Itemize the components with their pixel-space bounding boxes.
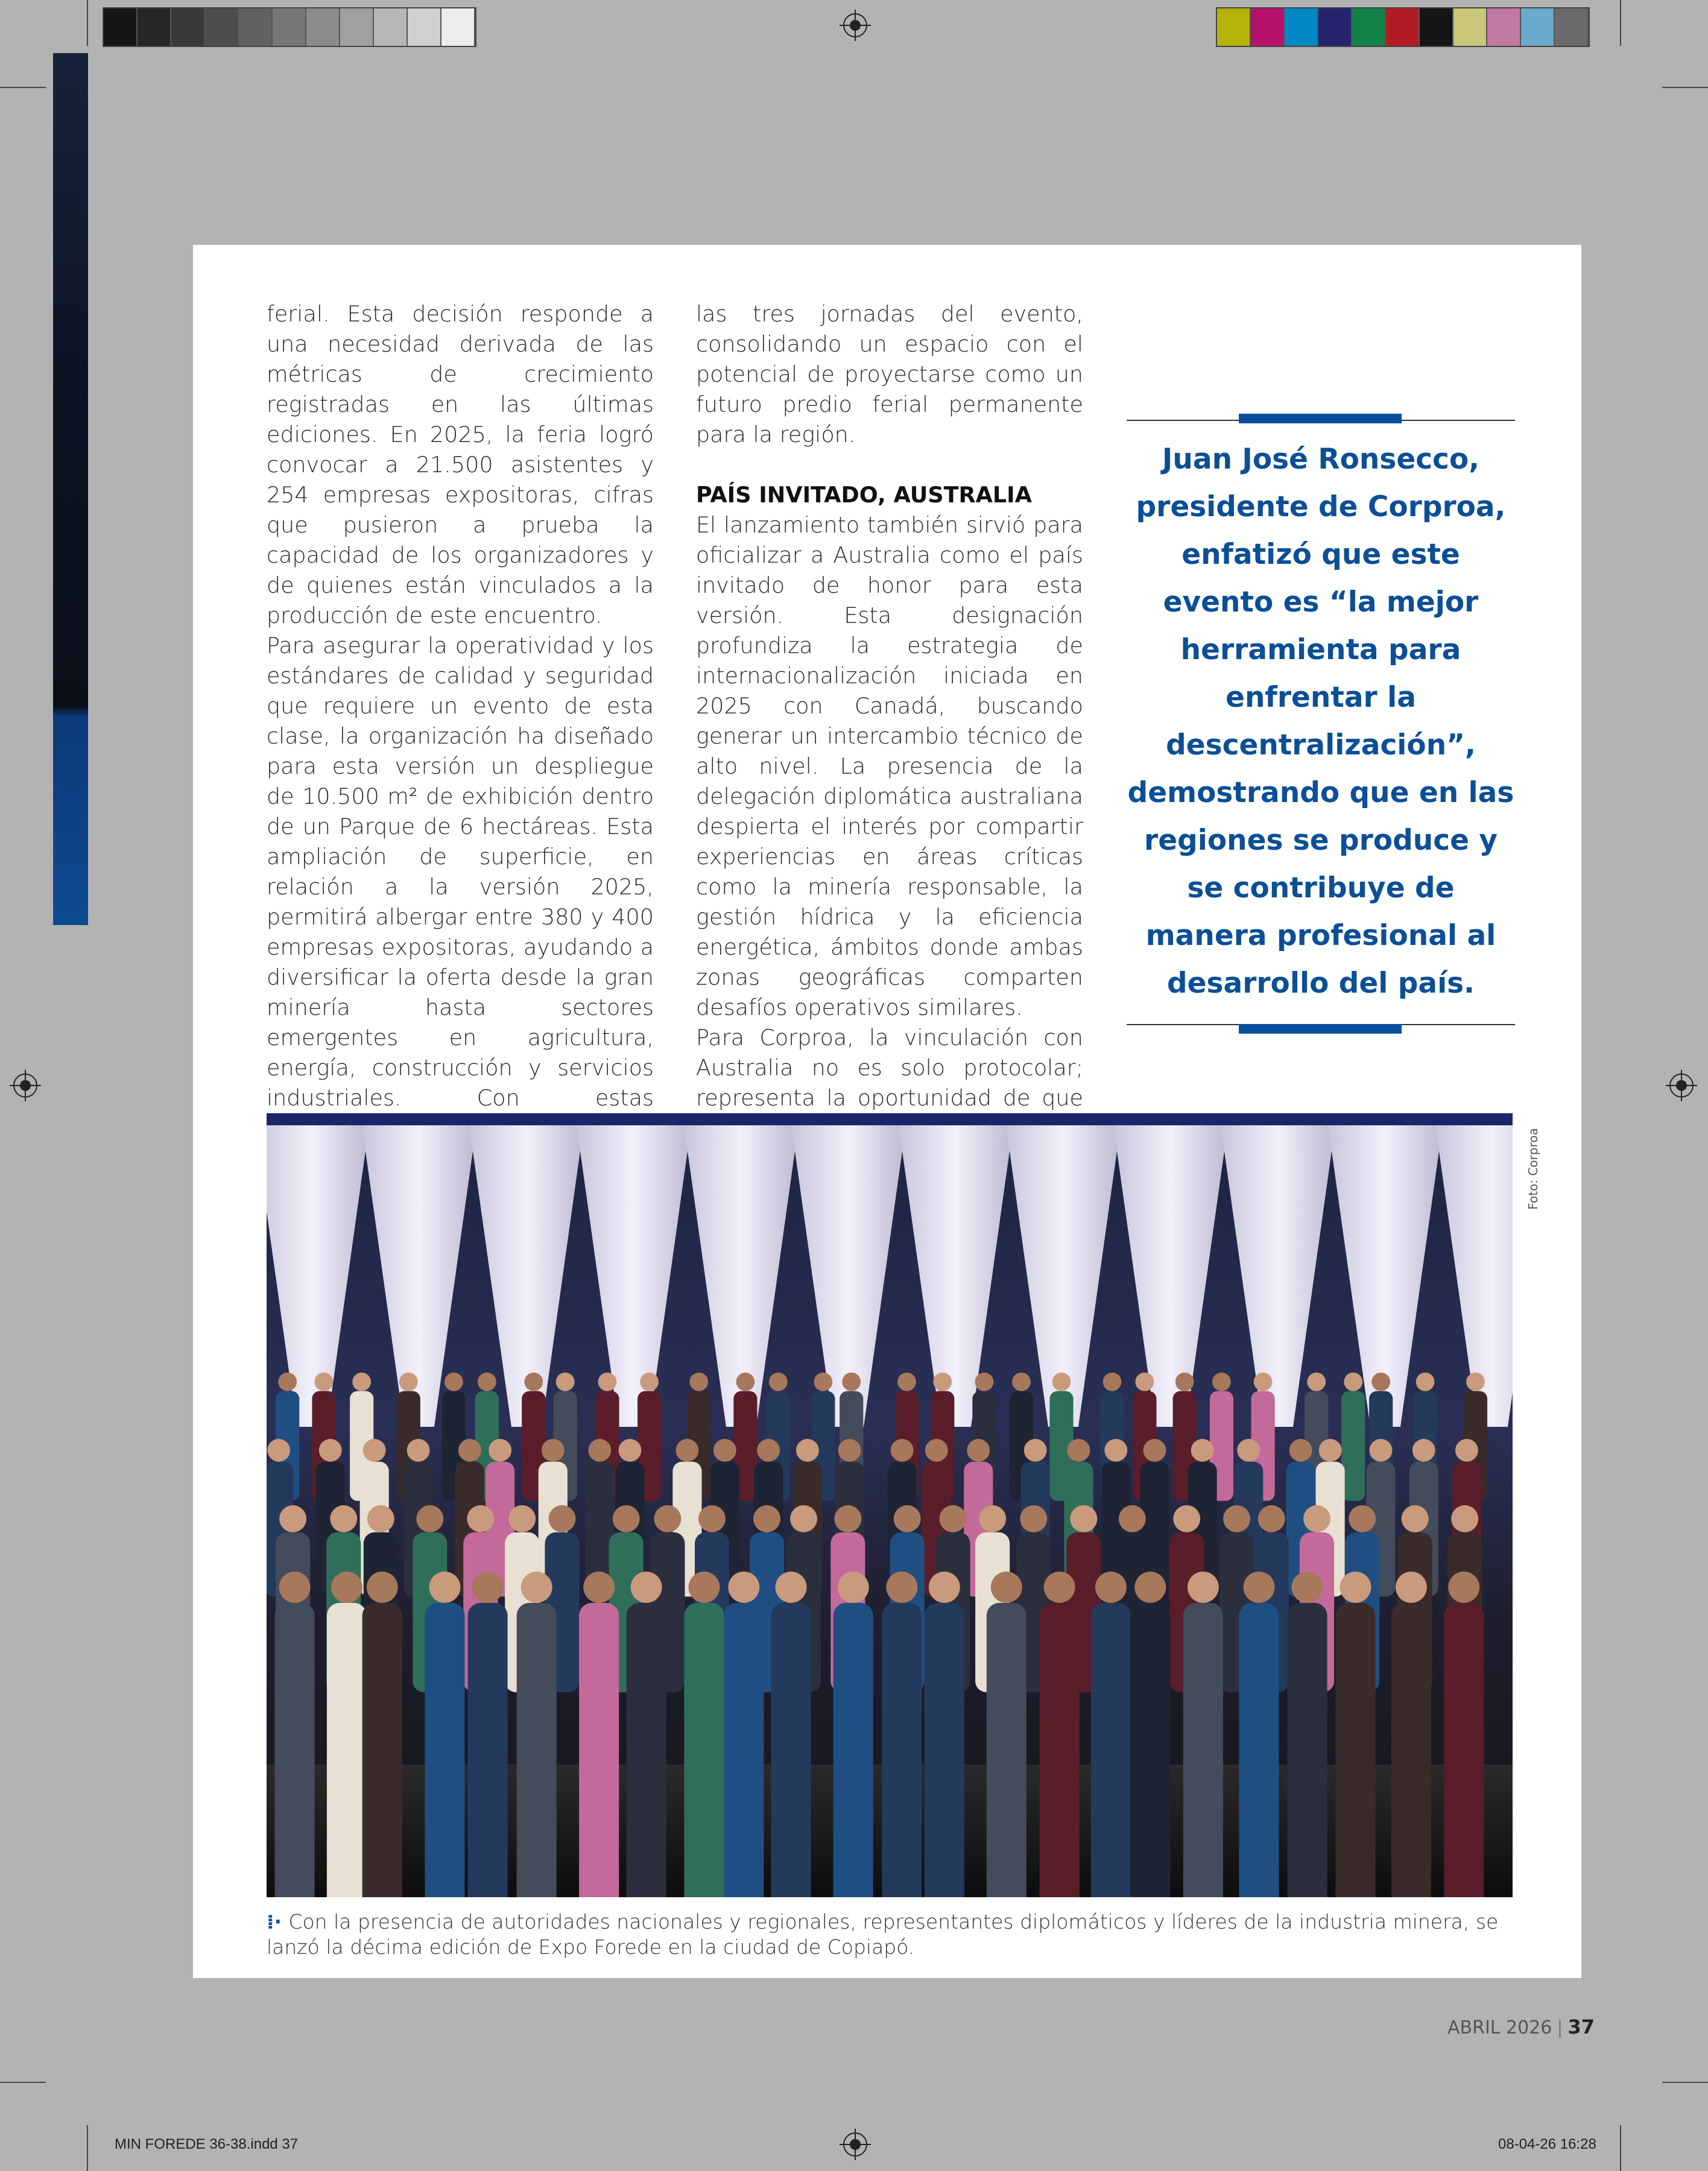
attendee: [517, 1572, 557, 1897]
color-swatch: [408, 8, 441, 46]
color-swatch: [340, 8, 374, 46]
crop-mark: [87, 2125, 88, 2171]
color-swatch: [374, 8, 408, 46]
paragraph: las tres jornadas del evento, consolidando un espacio con el potencial de proyectarse como un futuro predio ferial permanente para la región.: [696, 301, 1083, 447]
attendee: [724, 1572, 764, 1897]
crop-mark: [87, 0, 88, 46]
registration-mark-top-icon: [840, 10, 871, 41]
drape: [577, 1125, 691, 1427]
section-subheading: PAÍS INVITADO, AUSTRALIA: [696, 482, 1032, 508]
attendee: [882, 1572, 922, 1897]
folio-separator: |: [1557, 2017, 1563, 2038]
attendee: [1130, 1572, 1170, 1897]
paragraph: Para Corproa, la vinculación con Australia no es solo protocolar; representa la oportunidad de que: [696, 1025, 1083, 1111]
attendee: [468, 1572, 508, 1897]
color-swatch: [205, 8, 239, 46]
attendee: [1391, 1572, 1431, 1897]
quote-top-rule: [1127, 414, 1515, 426]
photo-caption: [267, 1909, 1513, 1960]
paragraph: El lanzamiento también sirvió para oficializar a Australia como el país invitado de honor para esta versión. Esta designación profundiza la estrategia de internacionalización iniciada en 2025 con Canadá, buscando generar un intercambio técnico de alto nivel. La presencia de la delegación diplomática australiana despierta el interés por compartir experiencias en áreas críticas como la minería responsable, la gestión hídrica y la eficiencia energética, ámbitos donde ambas zonas geográficas comparten desafíos operativos similares.: [696, 512, 1083, 1020]
attendee: [275, 1572, 315, 1897]
color-swatch: [1386, 8, 1420, 46]
attendee: [684, 1572, 724, 1897]
slug-filename: MIN FOREDE 36-38.indd 37: [115, 2136, 299, 2152]
color-swatch: [138, 8, 171, 46]
color-swatch: [1217, 8, 1251, 46]
crop-mark: [0, 2082, 46, 2083]
color-swatch: [1521, 8, 1555, 46]
text-column-2: [696, 299, 1083, 1204]
page-folio: [1447, 2015, 1595, 2038]
group-photo-illustration: [267, 1113, 1513, 1897]
color-swatch: [104, 8, 138, 46]
text-column-1: [267, 299, 654, 1204]
article-page: [193, 245, 1581, 1978]
color-swatch: [1251, 8, 1285, 46]
color-swatch: [1555, 8, 1589, 46]
crop-mark: [0, 87, 46, 88]
photo-credit: Foto: Corproa: [1526, 1128, 1540, 1210]
registration-mark-right-icon: [1666, 1070, 1697, 1101]
color-swatch: [239, 8, 273, 46]
attendee: [987, 1572, 1026, 1897]
registration-mark-bottom-icon: [840, 2129, 871, 2160]
crop-mark: [1620, 2125, 1621, 2171]
previous-page-bleed: [53, 53, 88, 925]
crop-mark: [1620, 0, 1621, 46]
caption-text: Con la presencia de autoridades nacionales y regionales, representantes diplomáticos y líderes de la industria minera, se lanzó la décima edición de Expo Forede en la ciudad de Copiapó.: [267, 1910, 1499, 1959]
attendee: [833, 1572, 873, 1897]
event-group-photo: [267, 1113, 1513, 1897]
attendee: [1335, 1572, 1375, 1897]
attendee: [1091, 1572, 1131, 1897]
color-swatch: [1318, 8, 1352, 46]
attendee: [1040, 1572, 1080, 1897]
color-swatch: [1420, 8, 1453, 46]
attendee: [627, 1572, 666, 1897]
attendee: [1444, 1572, 1484, 1897]
attendee: [1288, 1572, 1327, 1897]
attendee: [1239, 1572, 1279, 1897]
pull-quote: [1127, 414, 1515, 1030]
caption-marker-icon: ⁞·: [267, 1910, 282, 1933]
attendee: [579, 1572, 619, 1897]
issue-date: ABRIL 2026: [1447, 2017, 1552, 2038]
attendee: [1183, 1572, 1223, 1897]
paragraph: Para asegurar la operatividad y los estándares de calidad y seguridad que requiere un evento de esta clase, la organización ha diseñado para esta versión un despliegue de 10.500 m² de exhibición dentro de un Parque de 6 hectáreas. Esta ampliación de superficie, en relación a la versión 2025, permitirá albergar entre 380 y 400 empresas expositoras, ayudando a diversificar la oferta desde la gran minería hasta sectores emergentes en agricultura, energía, construcción y servicios industriales. Con estas: [267, 633, 654, 1111]
attendee: [925, 1572, 964, 1897]
process-color-bar: [1216, 7, 1590, 47]
page-number: 37: [1567, 2015, 1595, 2038]
slug-timestamp: 08-04-26 16:28: [1498, 2136, 1596, 2152]
color-swatch: [273, 8, 306, 46]
attendee: [327, 1572, 367, 1897]
color-swatch: [1487, 8, 1521, 46]
drape: [1113, 1125, 1228, 1427]
color-swatch: [171, 8, 205, 46]
pull-quote-text: Juan José Ronsecco, presidente de Corproa, enfatizó que este evento es “la mejor herramienta para enfrentar la descentralización”, demostrando que en las regiones se produce y se contribuye de manera profesional al desarrollo del país.: [1127, 443, 1514, 1000]
attendee: [362, 1572, 402, 1897]
color-swatch: [1285, 8, 1318, 46]
color-swatch: [306, 8, 340, 46]
color-swatch: [1453, 8, 1487, 46]
registration-mark-left-icon: [10, 1070, 41, 1101]
attendee: [1341, 1373, 1365, 1501]
crop-mark: [1662, 2082, 1708, 2083]
crop-mark: [1662, 87, 1708, 88]
attendee: [771, 1572, 811, 1897]
attendee: [425, 1572, 464, 1897]
quote-bottom-rule: [1127, 1018, 1515, 1030]
paragraph: ferial. Esta decisión responde a una necesidad derivada de las métricas de crecimiento registradas en las últimas ediciones. En 2025, la feria logró convocar a 21.500 asistentes y 254 empresas expositoras, cifras que pusieron a prueba la capacidad de los organizadores y de quienes están vinculados a la producción de este encuentro.: [267, 301, 654, 628]
color-swatch: [1352, 8, 1386, 46]
color-swatch: [441, 8, 475, 46]
gray-color-bar: [103, 7, 476, 47]
